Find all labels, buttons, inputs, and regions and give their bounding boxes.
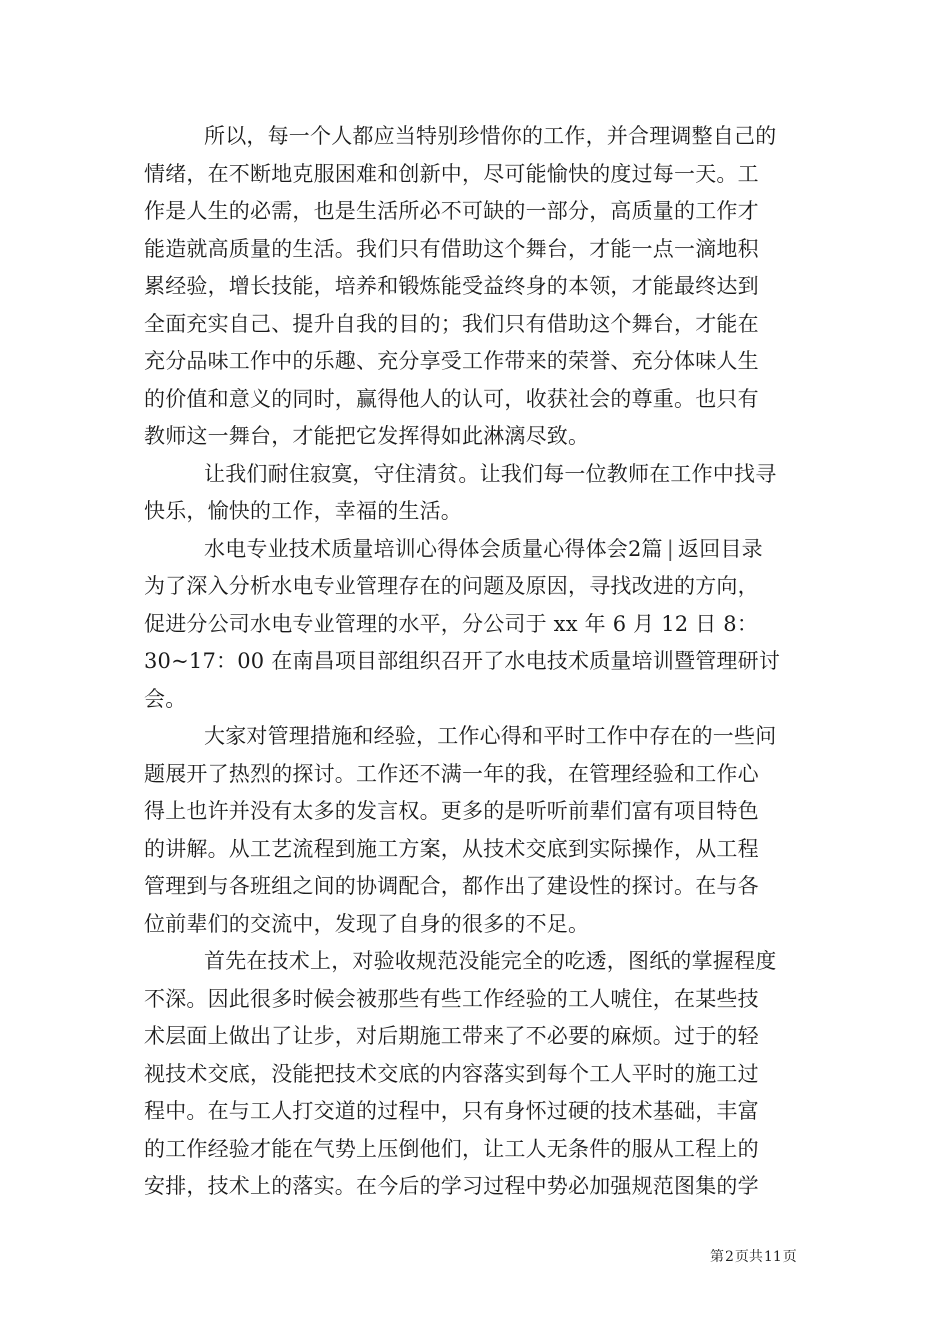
text-line: 教师这一舞台，才能把它发挥得如此淋漓尽致。 (144, 424, 590, 448)
text-line: 作是人生的必需，也是生活所必不可缺的一部分，高质量的工作才 (144, 199, 759, 223)
back-to-toc-link[interactable]: 返回目录 (678, 536, 763, 561)
footer-prefix: 第 (710, 1249, 724, 1265)
text-line: 促进分公司水电专业管理的水平，分公司于 xx 年 6 月 12 日 8： (144, 611, 759, 636)
text-line: 题展开了热烈的探讨。工作还不满一年的我，在管理经验和工作心 (144, 761, 759, 786)
text-line: 管理到与各班组之间的协调配合，都作出了建设性的探讨。在与各 (144, 874, 759, 898)
text-line: 大家对管理措施和经验，工作心得和平时工作中存在的一些问 (204, 724, 777, 748)
text-line: 安排，技术上的落实。在今后的学习过程中势必加强规范图集的学 (144, 1174, 759, 1198)
text-line: 为了深入分析水电专业管理存在的问题及原因，寻找改进的方向， (144, 574, 759, 598)
footer-suffix: 页 (782, 1249, 797, 1265)
total-page-count: 11 (763, 1249, 782, 1265)
text-line: 全面充实自己、提升自我的目的；我们只有借助这个舞台，才能在 (144, 311, 759, 336)
footer-middle: 页共 (734, 1249, 763, 1265)
section-heading (144, 531, 808, 569)
text-line: 的工作经验才能在气势上压倒他们，让工人无条件的服从工程上的 (144, 1136, 759, 1161)
heading-separator: | (666, 536, 675, 561)
text-line: 的价值和意义的同时，赢得他人的认可，收获社会的尊重。也只有 (144, 386, 759, 411)
text-line: 让我们耐住寂寞，守住清贫。让我们每一位教师在工作中找寻 (204, 461, 777, 486)
page-footer (710, 1248, 797, 1266)
text-line: 30~17：00 在南昌项目部组织召开了水电技术质量培训暨管理研讨 (144, 649, 781, 673)
document-body (144, 118, 808, 1206)
text-line: 充分品味工作中的乐趣、充分享受工作带来的荣誉、充分体味人生 (144, 349, 759, 373)
text-line: 视技术交底，没能把技术交底的内容落实到每个工人平时的施工过 (144, 1061, 759, 1086)
text-line: 程中。在与工人打交道的过程中，只有身怀过硬的技术基础，丰富 (144, 1099, 759, 1123)
text-line: 累经验，增长技能，培养和锻炼能受益终身的本领，才能最终达到 (144, 274, 759, 298)
text-line: 的讲解。从工艺流程到施工方案，从技术交底到实际操作，从工程 (144, 836, 759, 861)
text-line: 位前辈们的交流中，发现了自身的很多的不足。 (144, 911, 590, 936)
text-line: 快乐，愉快的工作，幸福的生活。 (144, 499, 462, 523)
text-line: 所以，每一个人都应当特别珍惜你的工作，并合理调整自己的 (204, 124, 777, 148)
text-line: 能造就高质量的生活。我们只有借助这个舞台，才能一点一滴地积 (144, 236, 759, 261)
text-line: 首先在技术上，对验收规范没能完全的吃透，图纸的掌握程度 (204, 949, 777, 973)
current-page-number: 2 (725, 1249, 734, 1265)
text-line: 会。 (144, 686, 187, 711)
text-line: 不深。因此很多时候会被那些有些工作经验的工人唬住，在某些技 (144, 986, 759, 1011)
text-line: 得上也许并没有太多的发言权。更多的是听听前辈们富有项目特色 (144, 799, 759, 823)
text-line: 术层面上做出了让步，对后期施工带来了不必要的麻烦。过于的轻 (144, 1024, 759, 1048)
section-title: 水电专业技术质量培训心得体会质量心得体会2篇 (204, 536, 663, 561)
text-line: 情绪，在不断地克服困难和创新中，尽可能愉快的度过每一天。工 (144, 161, 759, 186)
